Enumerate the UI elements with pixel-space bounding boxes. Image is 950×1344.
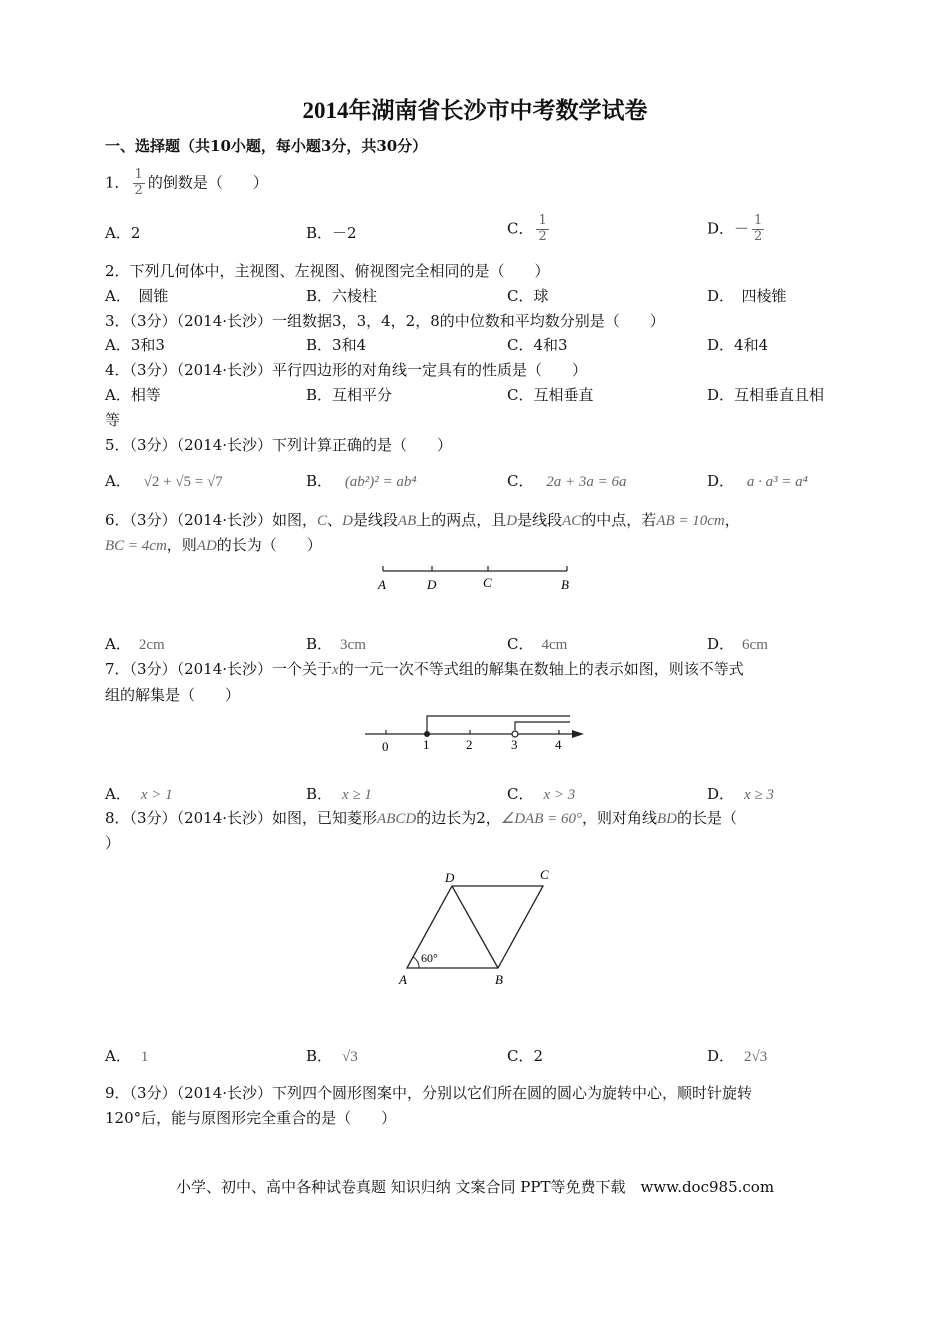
segment-figure <box>375 560 575 596</box>
q5-option-b: B． (ab²)² = ab⁴ <box>306 472 417 490</box>
question-7-line-2: 组的解集是（ ） <box>105 686 241 704</box>
q4-option-d: D．互相垂直且相 <box>707 386 825 404</box>
section-heading: 一、选择题（共10小题，每小题3分，共30分） <box>105 137 428 155</box>
question-1: 1． $\frac{1}{2}$ 的倒数是（ ） <box>105 167 268 198</box>
q2-option-d: D． 四棱锥 <box>707 287 787 305</box>
question-8-line-2: ） <box>105 834 121 852</box>
question-9-line-1: 9．（3分）（2014·长沙）下列四个圆形图案中，分别以它们所在圆的圆心为旋转中心，顺时针旋转 <box>105 1084 753 1102</box>
q1-option-b: B．－2 <box>306 224 357 242</box>
q8-option-b: B． √3 <box>306 1047 358 1065</box>
axis-tick-label: 3 <box>511 737 518 752</box>
q7-option-c: C． x > 3 <box>507 785 576 803</box>
question-5: 5．（3分）（2014·长沙）下列计算正确的是（ ） <box>105 436 453 454</box>
q2-option-c: C．球 <box>507 287 549 305</box>
q5-option-c: C． 2a + 3a = 6a <box>507 472 627 490</box>
question-6-line-2: BC = 4cm，则AD的长为（ ） <box>105 536 322 554</box>
point-label: C <box>483 575 492 590</box>
q2-option-a: A． 圆锥 <box>105 287 169 305</box>
axis-tick-label: 4 <box>555 737 562 752</box>
question-7-line-1: 7．（3分）（2014·长沙）一个关于x的一元一次不等式组的解集在数轴上的表示如图，则该不等式 <box>105 660 744 678</box>
point-label: B <box>561 577 569 592</box>
axis-tick-label: 0 <box>382 739 389 754</box>
question-8-line-1: 8．（3分）（2014·长沙）如图，已知菱形ABCD的边长为2，∠DAB = 60°，则对角线BD的长是（ <box>105 809 738 827</box>
point-label: D <box>427 577 437 592</box>
q8-option-c: C．2 <box>507 1047 544 1065</box>
q5-option-d: D． a · a³ = a⁴ <box>707 472 808 490</box>
q6-option-c: C． 4cm <box>507 635 568 653</box>
question-4: 4．（3分）（2014·长沙）平行四边形的对角线一定具有的性质是（ ） <box>105 361 588 379</box>
q4-option-a: A．相等 <box>105 386 161 404</box>
q6-option-d: D． 6cm <box>707 635 768 653</box>
q4-option-b: B．互相平分 <box>306 386 393 404</box>
question-2: 2．下列几何体中，主视图、左视图、俯视图完全相同的是（ ） <box>105 262 550 280</box>
q1-option-d: D．－ $\frac{1}{2}$ <box>707 213 763 244</box>
vertex-label: B <box>495 972 503 987</box>
angle-label: 60° <box>421 951 438 965</box>
question-9-line-2: 120°后，能与原图形完全重合的是（ ） <box>105 1109 397 1127</box>
axis-tick-label: 2 <box>466 737 473 752</box>
question-6-line-1: 6．（3分）（2014·长沙）如图，C、D是线段AB上的两点，且D是线段AC的中点，若AB = 10cm， <box>105 511 740 529</box>
q6-option-b: B． 3cm <box>306 635 366 653</box>
q6-option-a: A． 2cm <box>105 635 165 653</box>
q3-option-a: A．3和3 <box>105 336 165 354</box>
page-footer: 小学、初中、高中各种试卷真题 知识归纳 文案合同 PPT等免费下载 www.doc985.com <box>175 1178 775 1196</box>
fraction: $\frac{1}{2}$ <box>134 167 143 198</box>
q3-option-b: B．3和4 <box>306 336 367 354</box>
point-label: A <box>378 577 386 592</box>
number-line-figure <box>360 708 590 756</box>
q8-option-a: A． 1 <box>105 1047 149 1065</box>
vertex-label: C <box>540 867 549 882</box>
q5-option-a: A． √2 + √5 = √7 <box>105 472 223 490</box>
rhombus-figure <box>390 862 560 990</box>
q4-option-c: C．互相垂直 <box>507 386 594 404</box>
q3-option-d: D．4和4 <box>707 336 769 354</box>
question-3: 3．（3分）（2014·长沙）一组数据3，3，4，2，8的中位数和平均数分别是（ ） <box>105 312 665 330</box>
q2-option-b: B．六棱柱 <box>306 287 378 305</box>
vertex-label: D <box>445 870 455 885</box>
q8-option-d: D． 2√3 <box>707 1047 768 1065</box>
q3-option-c: C．4和3 <box>507 336 568 354</box>
q7-option-b: B． x ≥ 1 <box>306 785 372 803</box>
q7-option-d: D． x ≥ 3 <box>707 785 774 803</box>
q1-option-c: C． $\frac{1}{2}$ <box>507 213 547 244</box>
q7-option-a: A． x > 1 <box>105 785 173 803</box>
q4-option-d-continued: 等 <box>105 411 121 429</box>
q1-option-a: A．2 <box>105 224 141 242</box>
axis-tick-label: 1 <box>423 737 430 752</box>
page-title: 2014年湖南省长沙市中考数学试卷 <box>302 98 648 123</box>
vertex-label: A <box>399 972 407 987</box>
